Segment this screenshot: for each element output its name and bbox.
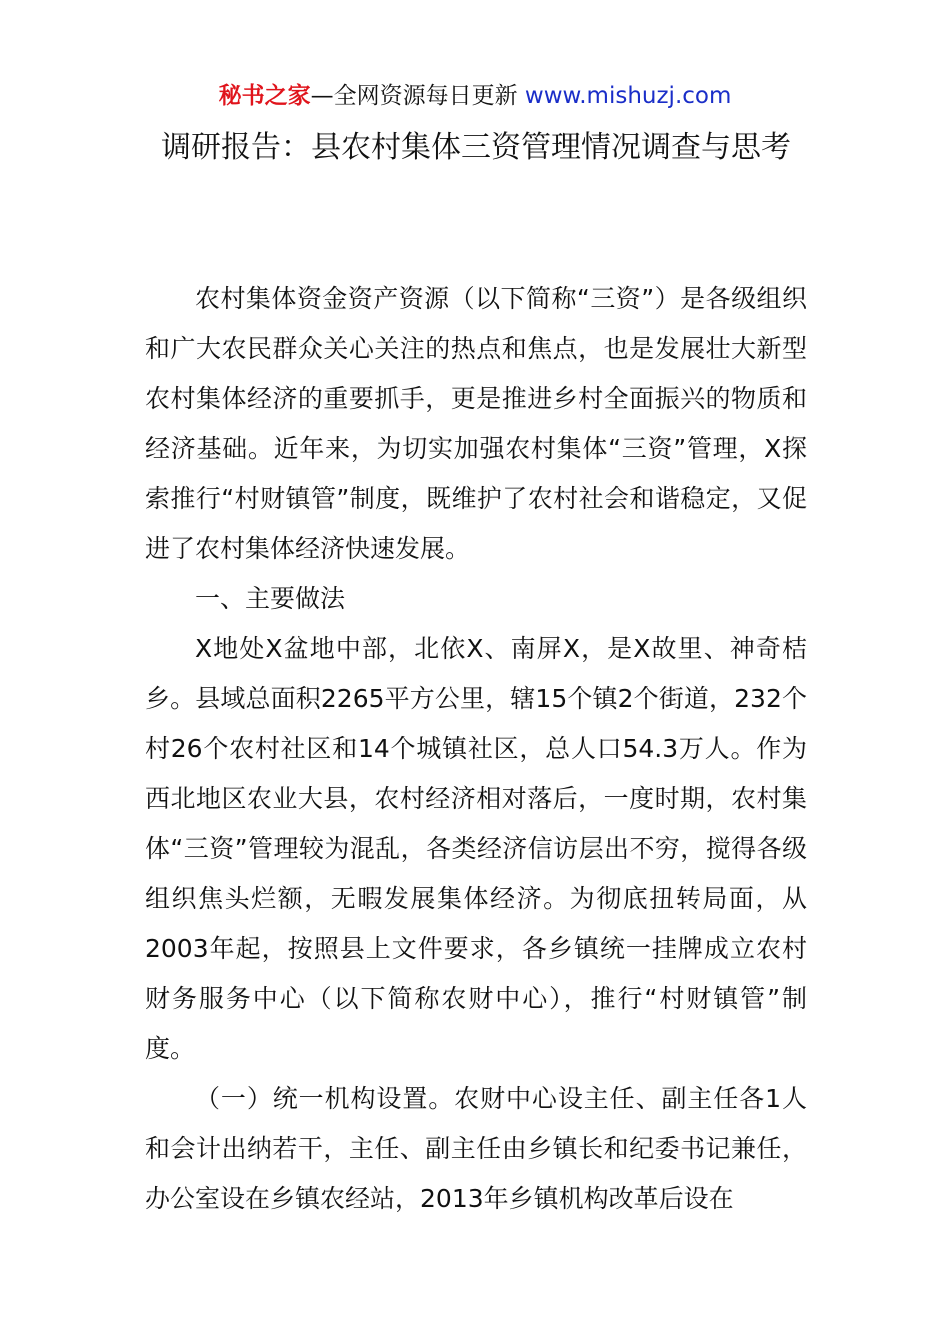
site-url-link[interactable]: www.mishuzj.com (524, 83, 732, 109)
site-banner (0, 80, 950, 112)
brand-name: 秘书之家 (218, 83, 311, 109)
document-body (145, 274, 807, 1224)
document-title: 调研报告：县农村集体三资管理情况调查与思考 (161, 130, 791, 165)
banner-slogan: —全网资源每日更新 (310, 83, 518, 109)
background-paragraph: X地处X盆地中部，北依X、南屏X，是X故里、神奇桔乡。县域总面积2265平方公里，辖15个镇2个街道，232个村26个农村社区和14个城镇社区，总人口54.3万人。作为西北地区农业大县，农村经济相对落后，一度时期，农村集体“三资”管理较为混乱，各类经济信访层出不穷，搅得各级组织焦头烂额，无暇发展集体经济。为彻底扭转局面，从2003年起，按照县上文件要求，各乡镇统一挂牌成立农村财务服务中心（以下简称农财中心），推行“村财镇管”制度。 (145, 634, 807, 1063)
section-heading: 一、主要做法 (195, 584, 346, 613)
subsection-paragraph: （一）统一机构设置。农财中心设主任、副主任各1人和会计出纳若干，主任、副主任由乡镇长和纪委书记兼任，办公室设在乡镇农经站，2013年乡镇机构改革后设在 (145, 1084, 807, 1213)
intro-paragraph: 农村集体资金资产资源（以下简称“三资”）是各级组织和广大农民群众关心关注的热点和焦点，也是发展壮大新型农村集体经济的重要抓手，更是推进乡村全面振兴的物质和经济基础。近年来，为切实加强农村集体“三资”管理，X探索推行“村财镇管”制度，既维护了农村社会和谐稳定，又促进了农村集体经济快速发展。 (145, 284, 807, 563)
